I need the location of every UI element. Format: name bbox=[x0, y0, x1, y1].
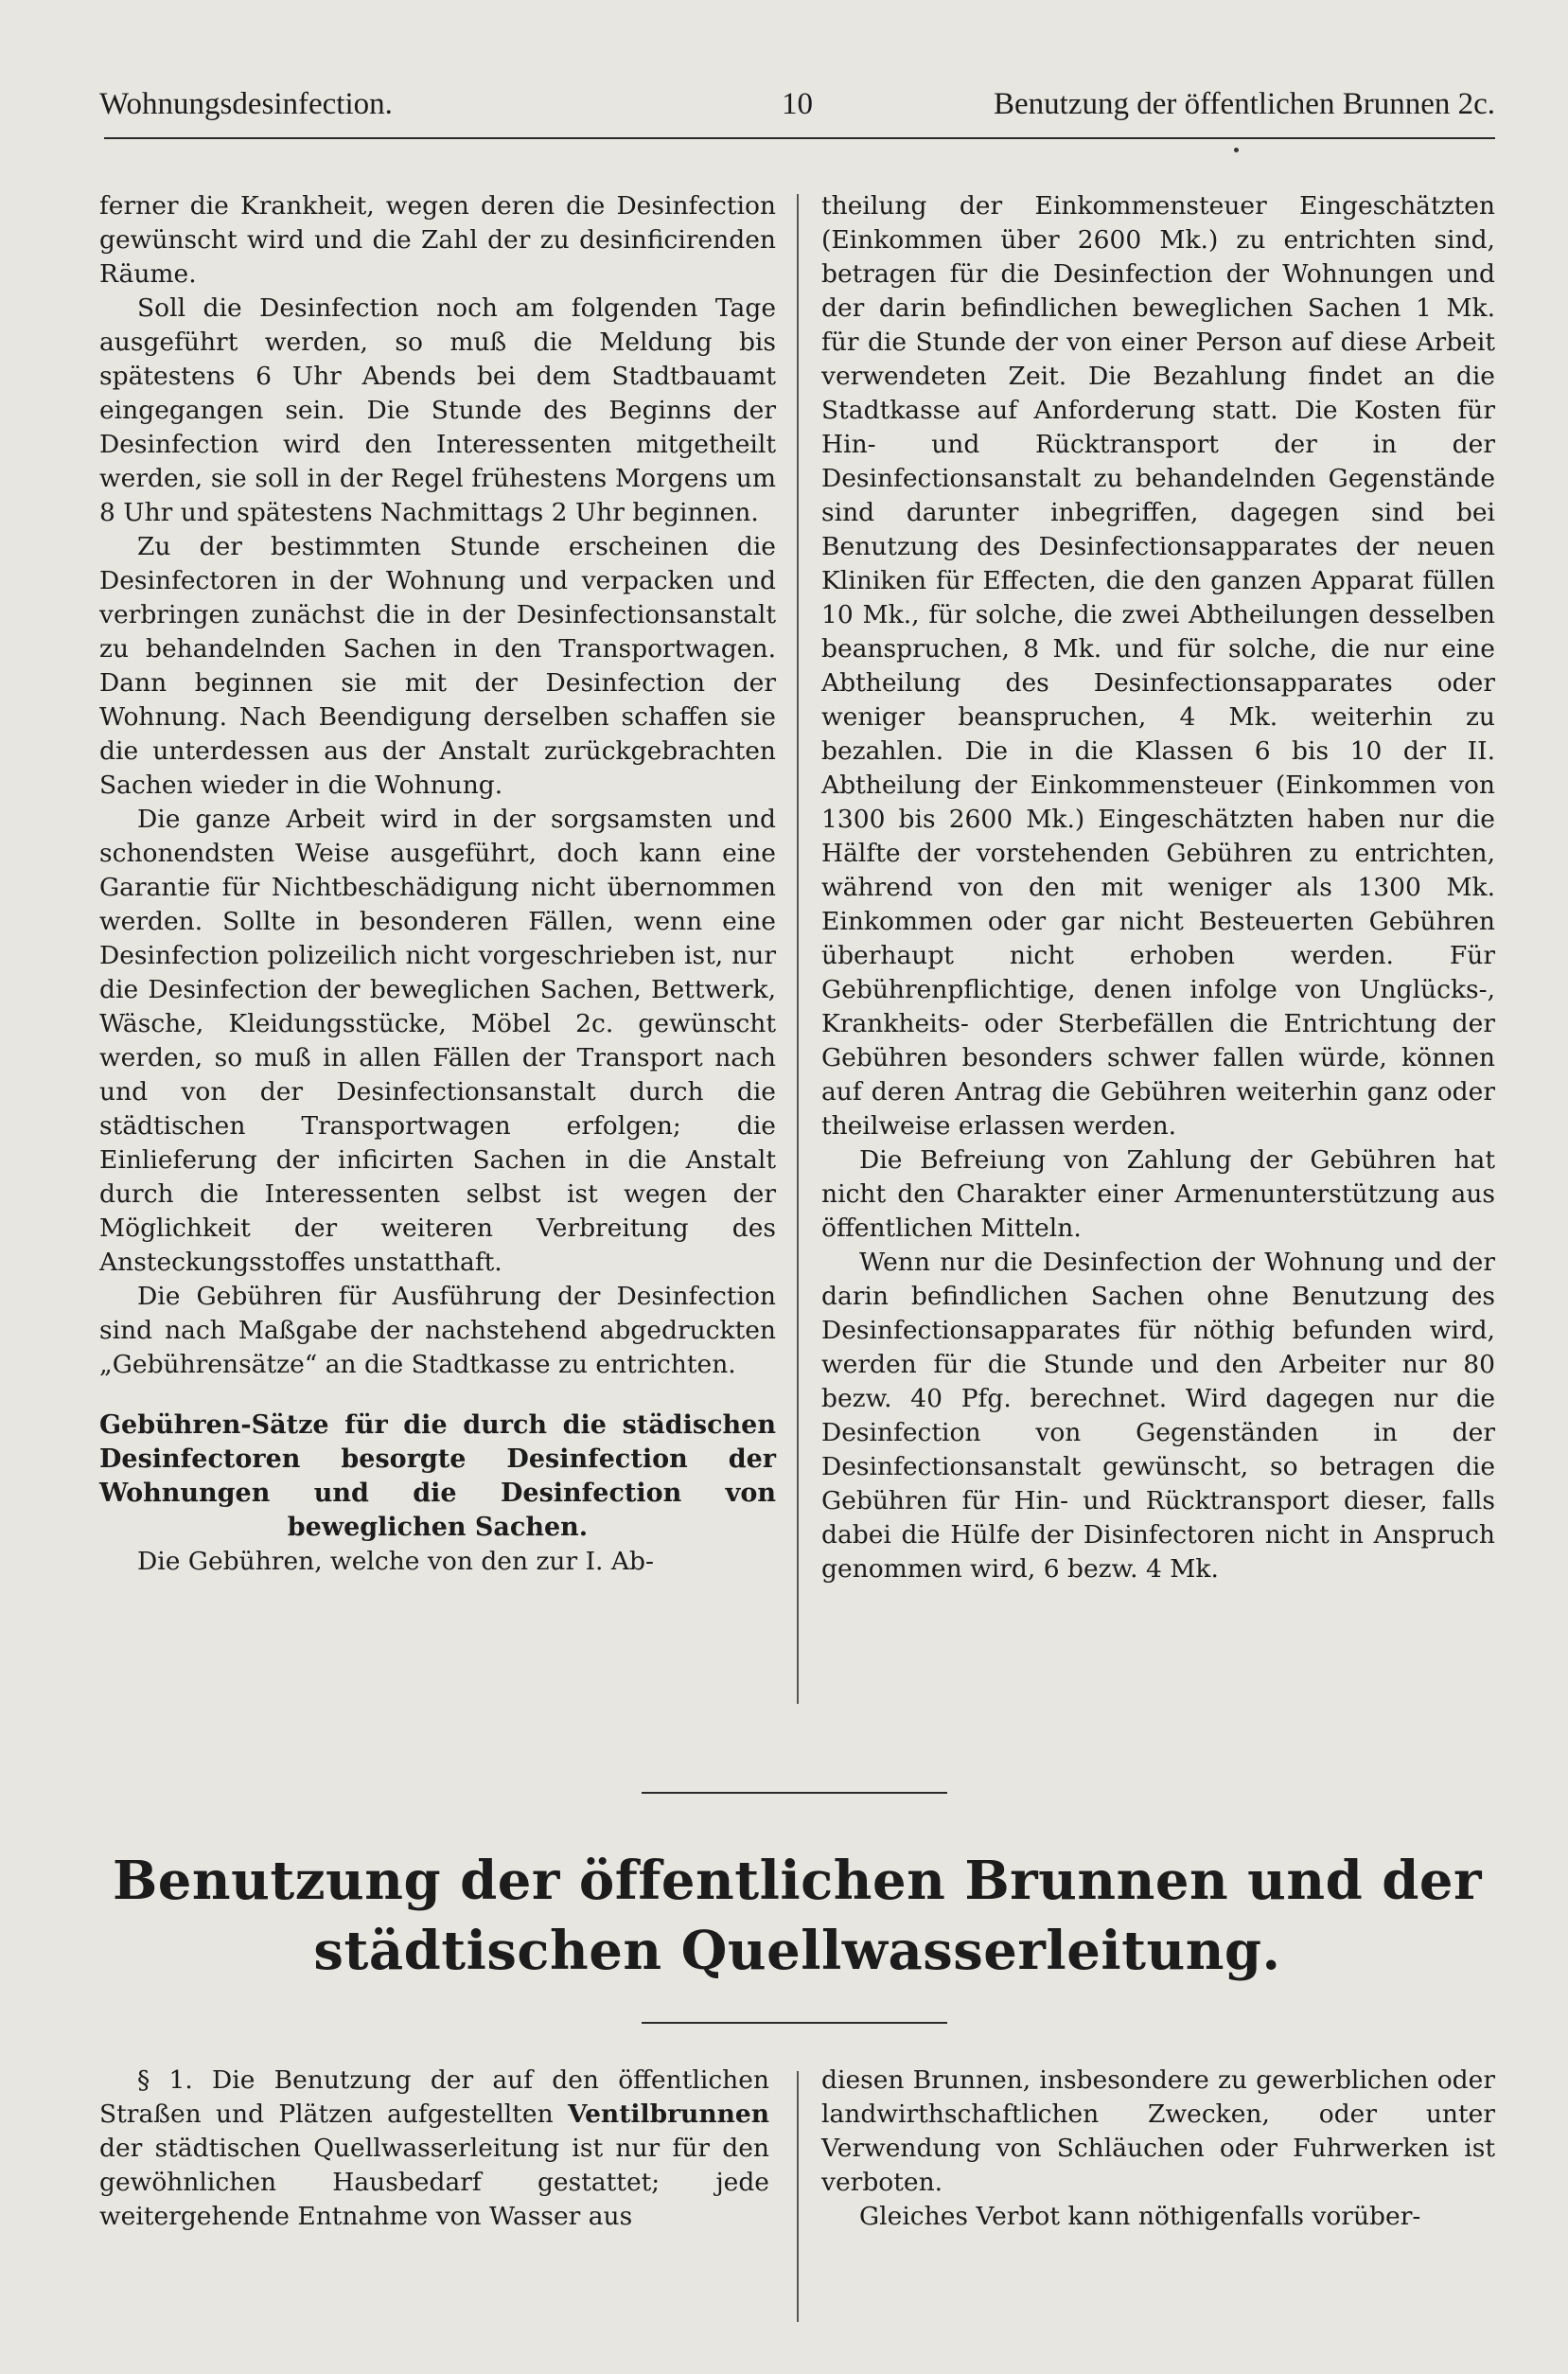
paragraph: Soll die Desinfection noch am folgenden Tage ausgeführt werden, so muß die Meldung bis spätestens 6 Uhr Abends bei dem Stadtbauamt eingegangen sein. Die Stunde des Beginns der Desinfection wird den Interessenten mitgetheilt werden, sie soll in der Regel frühestens Morgens um 8 Uhr und spätestens Nachmittags 2 Uhr beginnen. bbox=[99, 293, 776, 527]
paragraph: diesen Brunnen, insbesondere zu gewerblichen oder landwirthschaftlichen Zwecken, oder unter Verwendung von Schläuchen oder Fuhrwerken ist verboten. bbox=[821, 2065, 1495, 2197]
header-right-title: Benutzung der öffentlichen Brunnen 2c. bbox=[994, 87, 1495, 121]
paragraph: theilung der Einkommensteuer Eingeschätzten (Einkommen über 2600 Mk.) zu entrichten sind, betragen für die Desinfection der Wohnungen und der darin befindlichen beweglichen Sachen 1 Mk. für die Stunde der von einer Person auf diese Arbeit verwendeten Zeit. Die Bezahlung findet an die Stadtkasse auf Anforderung statt. Die Kosten für Hin- und Rücktransport der in der Desinfectionsanstalt zu behandelnden Gegenstände sind darunter inbegriffen, dagegen sind bei Benutzung des Desinfectionsapparates der neuen Kliniken für Effecten, die den ganzen Apparat füllen 10 Mk., für solche, die zwei Abtheilungen desselben beanspruchen, 8 Mk. und für solche, die nur eine Abtheilung des Desinfectionsapparates oder weniger beanspruchen, 4 Mk. weiterhin zu bezahlen. Die in die Klassen 6 bis 10 der II. Abtheilung der Einkommensteuer (Einkommen von 1300 bis 2600 Mk.) Eingeschätzten haben nur die Hälfte der vorstehenden Gebühren zu entrichten, während von den mit weniger als 1300 Mk. Einkommen oder gar nicht Besteuerten Gebühren überhaupt nicht erhoben werden. Für Gebührenpflichtige, denen infolge von Unglücks-, Krankheits- oder Sterbefällen die Entrichtung der Gebühren besonders schwer fallen würde, können auf deren Antrag die Gebühren weiterhin ganz oder theilweise erlassen werden. bbox=[821, 191, 1495, 1141]
fee-schedule-heading: Gebühren-Sätze für die durch die städischen Desinfectoren besorgte Desinfection der Wohnungen und die Desinfection von beweglichen Sachen. bbox=[99, 1410, 776, 1542]
header-left-title: Wohnungsdesinfection. bbox=[99, 87, 393, 121]
paragraph: Zu der bestimmten Stunde erscheinen die Desinfectoren in der Wohnung und verpacken und verbringen zunächst die in der Desinfectionsanstalt zu behandelnden Sachen in den Transportwagen. Dann beginnen sie mit der Desinfection der Wohnung. Nach Beendigung derselben schaffen sie die unterdessen aus der Anstalt zurückgebrachten Sachen wieder in die Wohnung. bbox=[99, 532, 776, 800]
left-column bbox=[99, 189, 776, 1579]
section-title-line: Benutzung der öffentlichen Brunnen und der bbox=[112, 1850, 1483, 1912]
section-title bbox=[99, 1846, 1495, 1986]
paragraph: Die ganze Arbeit wird in der sorgsamsten und schonendsten Weise ausgeführt, doch kann eine Garantie für Nichtbeschädigung nicht übernommen werden. Sollte in besonderen Fällen, wenn eine Desinfection polizeilich nicht vorgeschrieben ist, nur die Desinfection der beweglichen Sachen, Bettwerk, Wäsche, Kleidungsstücke, Möbel 2c. gewünscht werden, so muß in allen Fällen der Transport nach und von der Desinfectionsanstalt durch die städtischen Transportwagen erfolgen; die Einlieferung der inficirten Sachen in die Anstalt durch die Interessenten selbst ist wegen der Möglichkeit der weiteren Verbreitung des Ansteckungsstoffes unstatthaft. bbox=[99, 805, 776, 1277]
paragraph: ferner die Krankheit, wegen deren die Desinfection gewünscht wird und die Zahl der zu desinficirenden Räume. bbox=[99, 191, 776, 289]
header-rule bbox=[104, 137, 1495, 139]
paragraph: Die Gebühren, welche von den zur I. Ab- bbox=[137, 1547, 654, 1576]
running-header bbox=[99, 87, 1495, 133]
paragraph: Wenn nur die Desinfection der Wohnung und der darin befindlichen Sachen ohne Benutzung des Desinfectionsapparates für nöthig befunden wird, werden für die Stunde und den Arbeiter nur 80 bezw. 40 Pfg. berechnet. Wird dagegen nur die Desinfection von Gegenständen in der Desinfectionsanstalt gewünscht, so betragen die Gebühren für Hin- und Rücktransport dieser, falls dabei die Hülfe der Disinfectoren nicht in Anspruch genommen wird, 6 bezw. 4 Mk. bbox=[821, 1248, 1495, 1584]
section-right-column bbox=[821, 2064, 1495, 2234]
column-divider bbox=[797, 2071, 799, 2322]
paragraph bbox=[99, 2064, 769, 2234]
column-divider bbox=[797, 194, 799, 1704]
paragraph: Die Befreiung von Zahlung der Gebühren hat nicht den Charakter einer Armenunterstützung aus öffentlichen Mitteln. bbox=[821, 1145, 1495, 1243]
section-title-line: städtischen Quellwasserleitung. bbox=[313, 1920, 1281, 1982]
section-rule-bottom bbox=[642, 2022, 947, 2024]
paragraph-rest: der städtischen Quellwasserleitung ist nur für den gewöhnlichen Hausbedarf gestattet; jede weitergehende Entnahme von Wasser aus bbox=[99, 2134, 769, 2231]
section-left-column bbox=[99, 2064, 769, 2234]
section-rule-top bbox=[642, 1792, 947, 1794]
emphasized-term: Ventilbrunnen bbox=[567, 2099, 769, 2129]
right-column bbox=[821, 189, 1495, 1586]
paragraph-intro: § 1. Die Benutzung der auf den öffentlichen Straßen und Plätzen aufgestellten bbox=[99, 2065, 769, 2129]
page-number: 10 bbox=[782, 87, 813, 121]
paragraph: Gleiches Verbot kann nöthigenfalls vorüber- bbox=[859, 2202, 1421, 2231]
print-mark bbox=[1234, 148, 1239, 152]
paragraph: Die Gebühren für Ausführung der Desinfection sind nach Maßgabe der nachstehend abgedruckten „Gebührensätze“ an die Stadtkasse zu entrichten. bbox=[99, 1282, 776, 1379]
